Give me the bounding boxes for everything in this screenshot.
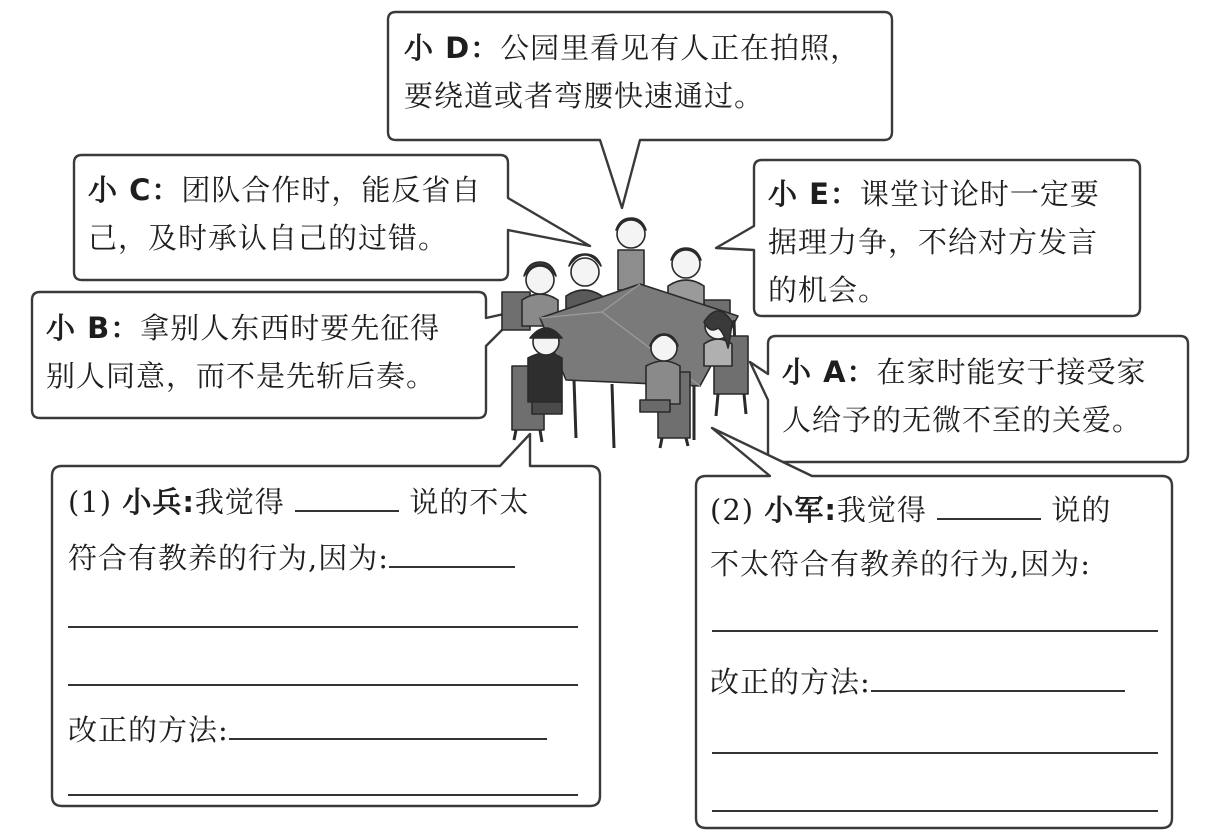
opinion-text: 的机会。: [768, 273, 889, 308]
opinion-bubble-b: [46, 304, 440, 400]
fix-label: 改正的方法:: [68, 713, 229, 747]
opinion-text: 拿别人东西时要先征得: [140, 311, 441, 345]
opinion-bubble-c: [88, 166, 481, 262]
answer-line-reason[interactable]: [712, 630, 1158, 632]
speaker-label: 小 D：: [404, 31, 501, 65]
question-text: 说的: [1051, 493, 1112, 527]
opinion-text: 别人同意，而不是先斩后奏。: [46, 359, 437, 394]
question-text: 说的不太: [409, 485, 530, 519]
opinion-text: 课堂讨论时一定要: [859, 177, 1100, 211]
opinion-text: 据理力争，不给对方发言: [768, 225, 1099, 260]
answer-line-reason[interactable]: [68, 626, 578, 628]
opinion-bubble-e: [768, 170, 1100, 314]
answer-line-fix[interactable]: [68, 794, 578, 796]
question-1-prompt: [68, 478, 529, 526]
opinion-text: 团队合作时，能反省自: [181, 173, 482, 207]
answer-blank-name[interactable]: [295, 482, 399, 512]
opinion-text: 公园里看见有人正在拍照，: [500, 31, 861, 65]
question-2-reason-row: [710, 540, 1091, 588]
kid-right: [704, 311, 748, 416]
answer-blank-fix[interactable]: [229, 710, 547, 740]
opinion-text: 要绕道或者弯腰快速通过。: [404, 79, 765, 114]
question-text: 我觉得: [836, 493, 927, 527]
speaker-label: 小 A：: [782, 355, 877, 389]
speaker-label: 小 C：: [88, 173, 182, 207]
speaker-label: 小 E：: [768, 177, 860, 211]
question-2-fix-row: [710, 658, 1125, 706]
question-text: 不太符合有教养的行为,因为:: [710, 547, 1091, 581]
answer-blank-reason[interactable]: [389, 538, 515, 568]
kid-standing: [616, 218, 646, 290]
speaker-label: 小 B：: [46, 311, 141, 345]
question-1-fix-row: [68, 706, 547, 754]
opinion-text: 人给予的无微不至的关爱。: [782, 403, 1143, 438]
question-speaker: 小兵:: [122, 485, 195, 519]
opinion-text: 己，及时承认自己的过错。: [88, 221, 449, 256]
question-text: 我觉得: [194, 485, 285, 519]
question-2-prompt: [710, 486, 1111, 534]
opinion-text: 在家时能安于接受家: [876, 355, 1147, 389]
question-number: (2): [710, 493, 755, 527]
answer-line-reason[interactable]: [68, 684, 578, 686]
opinion-bubble-a: [782, 348, 1147, 444]
answer-blank-fix[interactable]: [871, 662, 1125, 692]
question-number: (1): [68, 485, 113, 519]
answer-line-fix[interactable]: [712, 752, 1158, 754]
answer-line-fix[interactable]: [712, 810, 1158, 812]
answer-blank-name[interactable]: [937, 490, 1041, 520]
question-text: 符合有教养的行为,因为:: [68, 541, 389, 575]
kid-front-left: [512, 328, 562, 442]
question-1-reason-row: [68, 534, 515, 582]
fix-label: 改正的方法:: [710, 665, 871, 699]
opinion-bubble-d: [404, 24, 860, 120]
question-speaker: 小军:: [764, 493, 837, 527]
